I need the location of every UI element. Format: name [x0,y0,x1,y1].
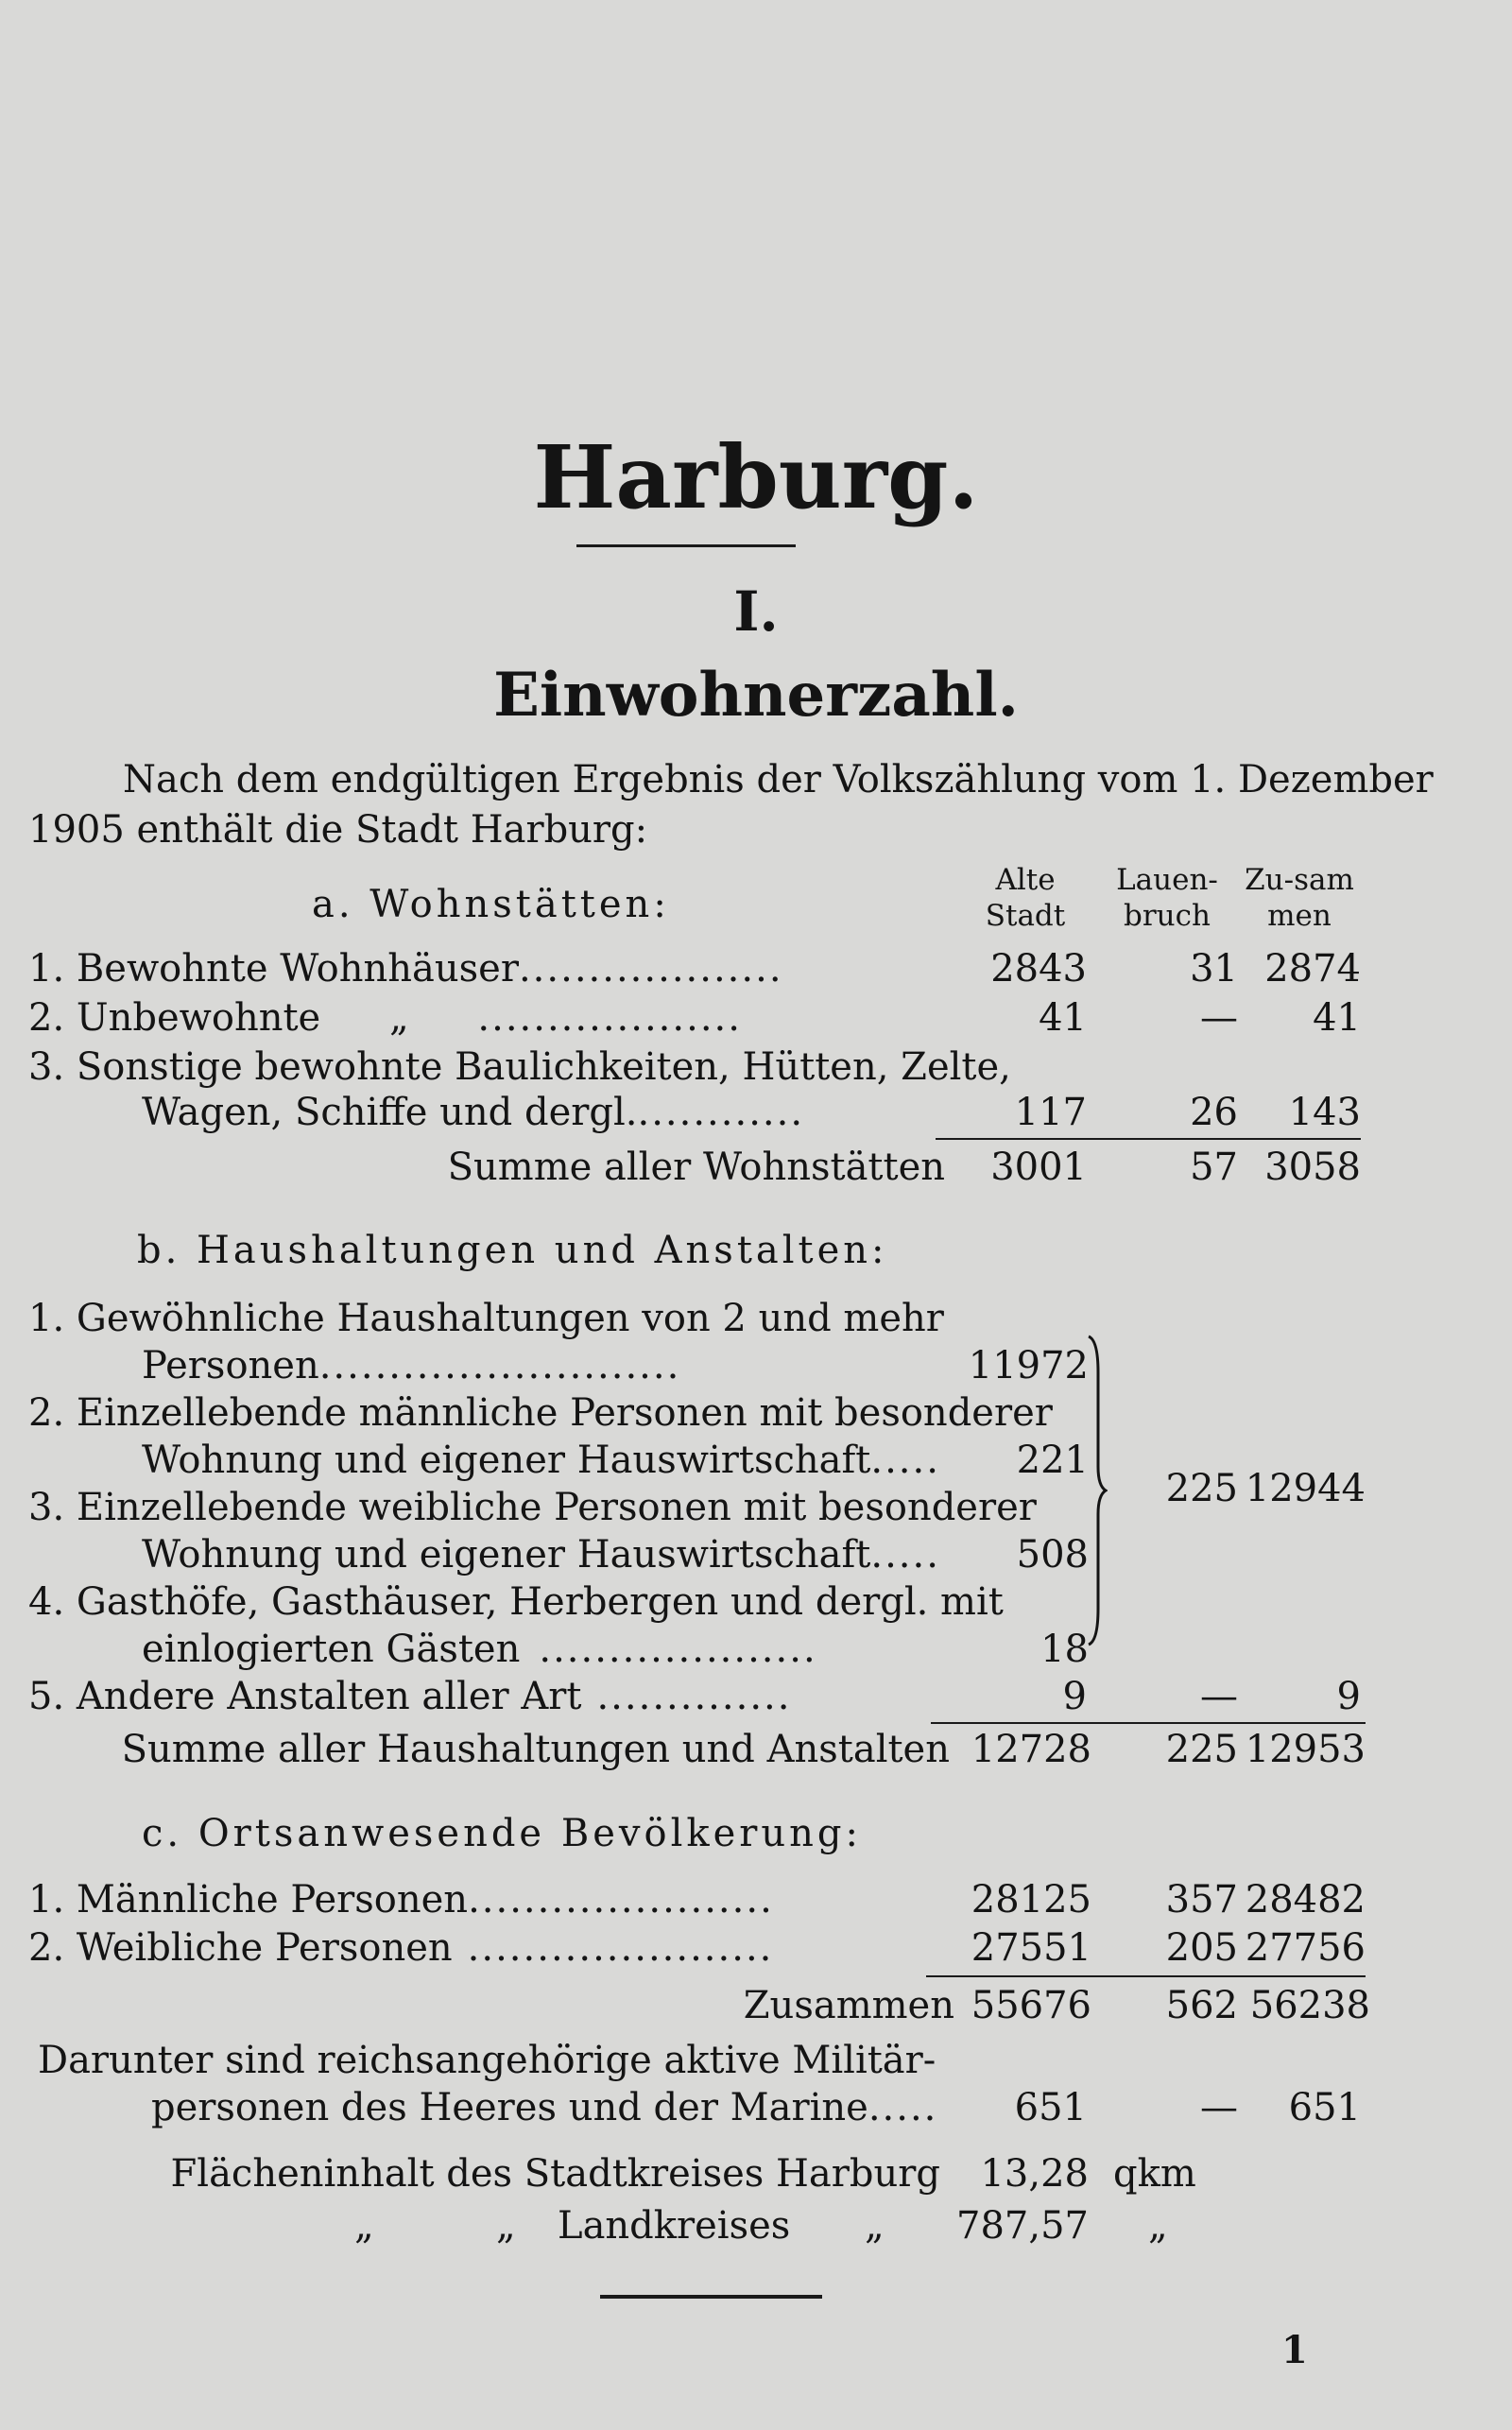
sum-alte-stadt: 3001 [990,1146,1087,1189]
military-line-2 [151,2084,937,2131]
ditto-mark: „ [354,2204,374,2248]
sum-label: Summe aller Haushaltungen und Anstalten [121,1728,950,1771]
section-b-title: b. Haushaltungen und Anstalten: [137,1229,888,1272]
sum-lauenbruch: 57 [1190,1146,1238,1189]
table-row-continuation [142,1531,940,1578]
cell-lauenbruch: — [1200,996,1238,1040]
sum-alte-stadt: 12728 [971,1728,1091,1771]
cell-alte-stadt: 221 [1016,1439,1089,1482]
cell-alte-stadt: 11972 [968,1344,1089,1387]
cell-alte-stadt: 28125 [971,1878,1091,1922]
intro-line-1: Nach dem endgültigen Ergebnis der Volkszählung vom 1. Dezember [123,758,1434,801]
cell-alte-stadt: 117 [1014,1091,1087,1134]
section-c-title: c. Ortsanwesende Bevölkerung: [142,1812,862,1855]
column-header-lauenbruch: Lauen-bruch [1116,863,1218,933]
row-label: Personen [142,1344,319,1387]
cell-lauenbruch: 205 [1165,1926,1238,1970]
cell-zusammen: 9 [1336,1675,1361,1718]
table-row: 4. Gasthöfe, Gasthäuser, Herbergen und dergl. mit [28,1580,1004,1624]
table-row [28,1924,773,1972]
cell-zusammen: 143 [1288,1091,1361,1134]
table-row-continuation [142,1089,804,1136]
ditto-mark: „ [865,2204,885,2248]
table-row-continuation [142,1626,817,1673]
row-label: Wohnung und eigener Hauswirtschaft [142,1533,871,1577]
ditto-mark: „ [388,996,409,1040]
row-label: Wagen, Schiffe und dergl. [142,1091,638,1134]
intro-line-2: 1905 enthält die Stadt Harburg: [28,808,648,852]
leader-dots: .......................... [318,1344,681,1387]
sum-zusammen: 56238 [1249,1984,1370,2027]
row-label: Wohnung und eigener Hauswirtschaft [142,1439,871,1482]
sum-rule [926,1975,1366,1977]
leader-dots: ...................... [467,1926,774,1970]
cell-alte-stadt: 41 [1039,996,1087,1040]
end-rule [600,2295,822,2299]
table-row [28,1876,774,1923]
row-label: 5. Andere Anstalten aller Art [28,1675,582,1718]
cell-lauenbruch: 357 [1165,1878,1238,1922]
page-title: Harburg. [533,426,979,528]
area-value-landkreis: 787,57 [956,2204,1089,2248]
table-row: 3. Einzellebende weibliche Personen mit besonderer [28,1486,1037,1529]
table-row [28,1673,791,1720]
row-label: 2. Unbewohnte [28,996,321,1040]
row-label: 2. Weibliche Personen [28,1926,453,1970]
row-label: 1. Männliche Personen [28,1878,469,1922]
sum-label: Zusammen [743,1984,954,2027]
sum-lauenbruch: 225 [1165,1728,1238,1771]
cell-lauenbruch: 26 [1190,1091,1238,1134]
section-numeral: I. [733,579,779,644]
leader-dots: ................... [518,947,783,991]
column-header-zusammen: Zu-sammen [1245,863,1354,933]
military-lauenbruch: — [1200,2086,1238,2129]
sum-label: Summe aller Wohnstätten [447,1146,945,1189]
cell-lauenbruch: — [1200,1675,1238,1718]
table-row-continuation [142,1437,940,1484]
cell-alte-stadt: 508 [1016,1533,1089,1577]
cell-alte-stadt: 27551 [971,1926,1091,1970]
section-a-title: a. Wohnstätten: [312,883,670,926]
row-label: 1. Bewohnte Wohnhäuser [28,947,519,991]
column-header-alte-stadt: Alte Stadt [985,863,1066,933]
sum-lauenbruch: 562 [1165,1984,1238,2027]
sum-rule [936,1138,1361,1140]
sum-rule [931,1722,1366,1724]
row-label: personen des Heeres und der Marine [151,2086,868,2129]
leader-dots: ..... [868,2086,938,2129]
table-row [28,994,742,1042]
leader-dots: ................... [477,996,742,1040]
cell-lauenbruch: 31 [1190,947,1238,991]
bracket-zusammen: 12944 [1245,1467,1366,1510]
bracket-lauenbruch: 225 [1165,1467,1238,1510]
table-row-continuation [142,1342,680,1389]
area-unit: qkm [1113,2152,1196,2196]
cell-zusammen: 2874 [1264,947,1361,991]
cell-alte-stadt: 18 [1040,1628,1089,1671]
leader-dots: .............. [596,1675,792,1718]
leader-dots: ...................... [468,1878,774,1922]
section-subtitle: Einwohnerzahl. [493,660,1019,731]
area-label-landkreis: Landkreises [558,2204,791,2248]
area-label-stadtkreis: Flächeninhalt des Stadtkreises Harburg [170,2152,940,2196]
sum-zusammen: 12953 [1245,1728,1366,1771]
cell-alte-stadt: 9 [1062,1675,1087,1718]
ditto-mark: „ [1148,2204,1168,2248]
sum-alte-stadt: 55676 [971,1984,1091,2027]
cell-alte-stadt: 2843 [990,947,1087,991]
sum-zusammen: 3058 [1264,1146,1361,1189]
page-number: 1 [1281,2328,1308,2372]
leader-dots: ..... [870,1439,940,1482]
military-alte-stadt: 651 [1014,2086,1087,2129]
military-line-1: Darunter sind reichsangehörige aktive Militär- [38,2039,936,2082]
table-row [28,945,783,992]
leader-dots: .................... [539,1628,817,1671]
cell-zusammen: 27756 [1245,1926,1366,1970]
curly-brace [1087,1335,1108,1646]
leader-dots: ..... [870,1533,940,1577]
leader-dots: ............ [637,1091,805,1134]
title-rule [576,544,796,547]
table-row: 3. Sonstige bewohnte Baulichkeiten, Hütten, Zelte, [28,1045,1011,1089]
table-row: 1. Gewöhnliche Haushaltungen von 2 und mehr [28,1297,944,1340]
cell-zusammen: 28482 [1245,1878,1366,1922]
row-label: einlogierten Gästen [142,1628,521,1671]
ditto-mark: „ [496,2204,516,2248]
area-value-stadtkreis: 13,28 [980,2152,1089,2196]
table-row: 2. Einzellebende männliche Personen mit besonderer [28,1391,1053,1435]
military-zusammen: 651 [1288,2086,1361,2129]
cell-zusammen: 41 [1313,996,1361,1040]
